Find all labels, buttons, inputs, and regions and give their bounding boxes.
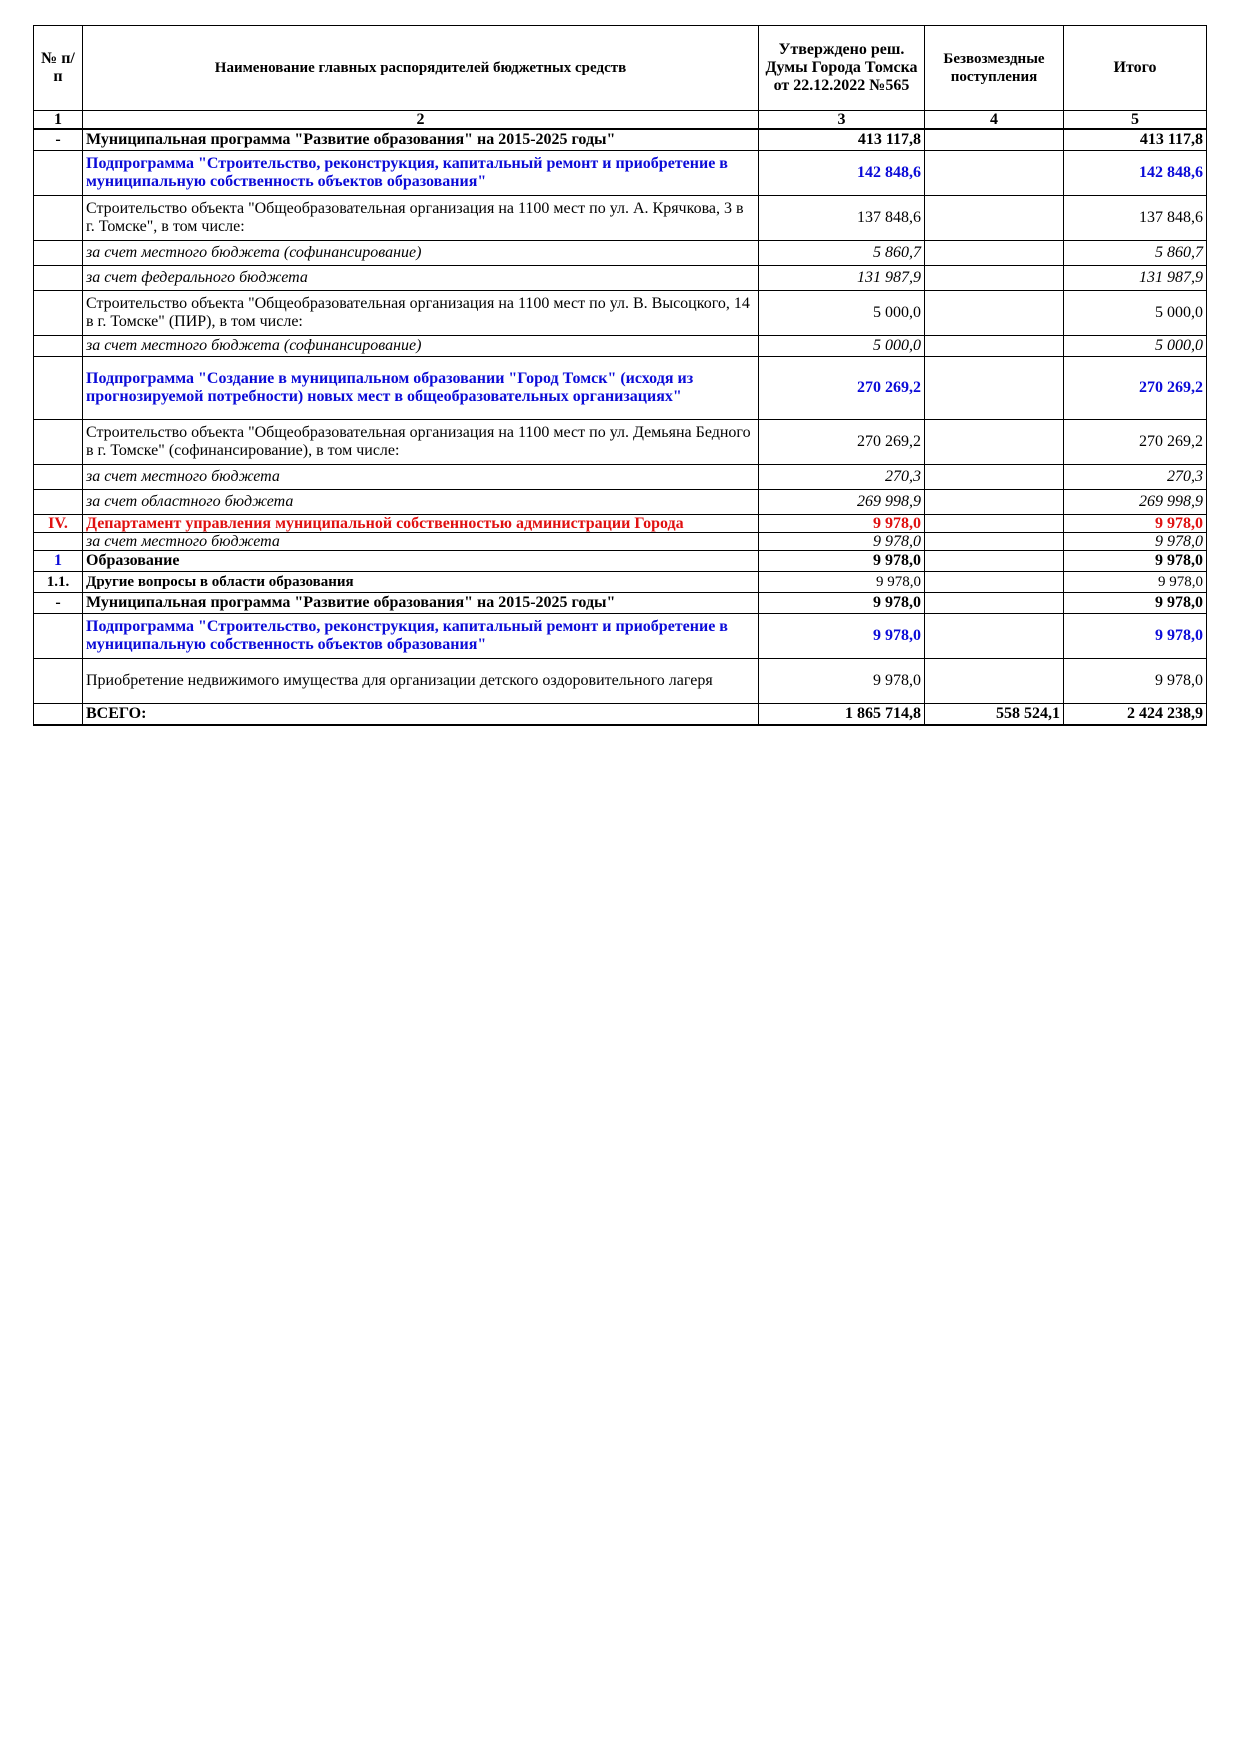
row-free xyxy=(925,151,1064,196)
table-row xyxy=(34,151,1207,196)
row-approved: 9 978,0 xyxy=(759,515,925,533)
row-free xyxy=(925,593,1064,614)
table-row xyxy=(34,357,1207,420)
table-row xyxy=(34,614,1207,659)
row-approved: 270,3 xyxy=(759,465,925,490)
row-num xyxy=(34,490,83,515)
table-row xyxy=(34,465,1207,490)
header-total: Итого xyxy=(1064,26,1207,111)
row-approved: 9 978,0 xyxy=(759,551,925,572)
row-approved: 142 848,6 xyxy=(759,151,925,196)
row-total: 9 978,0 xyxy=(1064,614,1207,659)
row-num: - xyxy=(34,129,83,151)
row-total: 9 978,0 xyxy=(1064,659,1207,704)
row-approved: 1 865 714,8 xyxy=(759,704,925,726)
row-total: 5 000,0 xyxy=(1064,291,1207,336)
row-name: за счет местного бюджета (софинансирование) xyxy=(83,241,759,266)
row-name: за счет местного бюджета xyxy=(83,465,759,490)
row-total: 137 848,6 xyxy=(1064,196,1207,241)
table-header-row xyxy=(34,26,1207,111)
table-row xyxy=(34,551,1207,572)
row-name: за счет областного бюджета xyxy=(83,490,759,515)
col-number: 5 xyxy=(1064,111,1207,130)
row-name: Другие вопросы в области образования xyxy=(83,572,759,593)
row-approved: 131 987,9 xyxy=(759,266,925,291)
row-approved: 5 000,0 xyxy=(759,336,925,357)
row-total: 270 269,2 xyxy=(1064,357,1207,420)
row-num xyxy=(34,659,83,704)
row-free xyxy=(925,614,1064,659)
row-total: 9 978,0 xyxy=(1064,593,1207,614)
row-name: за счет федерального бюджета xyxy=(83,266,759,291)
row-approved: 270 269,2 xyxy=(759,357,925,420)
row-num xyxy=(34,241,83,266)
row-name: Подпрограмма "Строительство, реконструкция, капитальный ремонт и приобретение в муниципальную собственность объектов образования" xyxy=(83,614,759,659)
budget-table xyxy=(33,25,1207,726)
row-free xyxy=(925,357,1064,420)
table-row xyxy=(34,336,1207,357)
row-free xyxy=(925,291,1064,336)
row-total: 413 117,8 xyxy=(1064,129,1207,151)
col-number: 2 xyxy=(83,111,759,130)
row-free xyxy=(925,129,1064,151)
total-row xyxy=(34,704,1207,726)
row-approved: 270 269,2 xyxy=(759,420,925,465)
row-approved: 9 978,0 xyxy=(759,614,925,659)
row-free xyxy=(925,420,1064,465)
row-approved: 5 860,7 xyxy=(759,241,925,266)
row-free xyxy=(925,551,1064,572)
row-num xyxy=(34,420,83,465)
row-total: 9 978,0 xyxy=(1064,551,1207,572)
row-total: 2 424 238,9 xyxy=(1064,704,1207,726)
table-row xyxy=(34,490,1207,515)
table-row xyxy=(34,593,1207,614)
row-num xyxy=(34,291,83,336)
row-num: 1.1. xyxy=(34,572,83,593)
row-name: ВСЕГО: xyxy=(83,704,759,726)
row-free: 558 524,1 xyxy=(925,704,1064,726)
row-num xyxy=(34,465,83,490)
row-num xyxy=(34,196,83,241)
row-num xyxy=(34,533,83,551)
column-number-row xyxy=(34,111,1207,130)
row-name: за счет местного бюджета (софинансирование) xyxy=(83,336,759,357)
col-number: 1 xyxy=(34,111,83,130)
row-name: Муниципальная программа "Развитие образования" на 2015-2025 годы" xyxy=(83,593,759,614)
row-approved: 269 998,9 xyxy=(759,490,925,515)
table-row xyxy=(34,266,1207,291)
row-free xyxy=(925,266,1064,291)
row-num xyxy=(34,336,83,357)
row-total: 269 998,9 xyxy=(1064,490,1207,515)
row-approved: 9 978,0 xyxy=(759,659,925,704)
row-free xyxy=(925,515,1064,533)
row-num: 1 xyxy=(34,551,83,572)
row-num xyxy=(34,266,83,291)
row-total: 270,3 xyxy=(1064,465,1207,490)
row-free xyxy=(925,196,1064,241)
row-name: Подпрограмма "Создание в муниципальном образовании "Город Томск" (исходя из прогнозируемой потребности) новых мест в общеобразовательных организациях" xyxy=(83,357,759,420)
row-name: за счет местного бюджета xyxy=(83,533,759,551)
table-row xyxy=(34,420,1207,465)
table-row xyxy=(34,129,1207,151)
row-num: IV. xyxy=(34,515,83,533)
row-approved: 137 848,6 xyxy=(759,196,925,241)
table-row xyxy=(34,515,1207,533)
table-row xyxy=(34,659,1207,704)
col-number: 4 xyxy=(925,111,1064,130)
row-approved: 9 978,0 xyxy=(759,533,925,551)
row-total: 142 848,6 xyxy=(1064,151,1207,196)
row-free xyxy=(925,659,1064,704)
row-approved: 413 117,8 xyxy=(759,129,925,151)
table-row xyxy=(34,291,1207,336)
row-num xyxy=(34,357,83,420)
header-free: Безвозмездные поступления xyxy=(925,26,1064,111)
row-free xyxy=(925,336,1064,357)
row-name: Строительство объекта "Общеобразовательная организация на 1100 мест по ул. Демьяна Бедного в г. Томске" (софинансирование), в том числе: xyxy=(83,420,759,465)
row-free xyxy=(925,533,1064,551)
table-row xyxy=(34,241,1207,266)
row-name: Департамент управления муниципальной собственностью администрации Города xyxy=(83,515,759,533)
table-row xyxy=(34,572,1207,593)
row-total: 131 987,9 xyxy=(1064,266,1207,291)
row-total: 9 978,0 xyxy=(1064,533,1207,551)
row-total: 5 000,0 xyxy=(1064,336,1207,357)
row-approved: 9 978,0 xyxy=(759,572,925,593)
row-total: 270 269,2 xyxy=(1064,420,1207,465)
row-total: 9 978,0 xyxy=(1064,572,1207,593)
row-name: Строительство объекта "Общеобразовательная организация на 1100 мест по ул. А. Крячкова, 3 в г. Томске", в том числе: xyxy=(83,196,759,241)
row-name: Подпрограмма "Строительство, реконструкция, капитальный ремонт и приобретение в муниципальную собственность объектов образования" xyxy=(83,151,759,196)
row-name: Муниципальная программа "Развитие образования" на 2015-2025 годы" xyxy=(83,129,759,151)
header-name: Наименование главных распорядителей бюджетных средств xyxy=(83,26,759,111)
row-approved: 9 978,0 xyxy=(759,593,925,614)
row-num xyxy=(34,151,83,196)
row-total: 9 978,0 xyxy=(1064,515,1207,533)
row-num xyxy=(34,614,83,659)
table-row xyxy=(34,533,1207,551)
row-name: Приобретение недвижимого имущества для организации детского оздоровительного лагеря xyxy=(83,659,759,704)
row-total: 5 860,7 xyxy=(1064,241,1207,266)
row-num xyxy=(34,704,83,726)
row-free xyxy=(925,241,1064,266)
table-row xyxy=(34,196,1207,241)
row-free xyxy=(925,465,1064,490)
row-free xyxy=(925,572,1064,593)
row-name: Строительство объекта "Общеобразовательная организация на 1100 мест по ул. В. Высоцкого, 14 в г. Томске" (ПИР), в том числе: xyxy=(83,291,759,336)
col-number: 3 xyxy=(759,111,925,130)
row-num: - xyxy=(34,593,83,614)
row-free xyxy=(925,490,1064,515)
row-approved: 5 000,0 xyxy=(759,291,925,336)
row-name: Образование xyxy=(83,551,759,572)
header-num: № п/п xyxy=(34,26,83,111)
header-approved: Утверждено реш. Думы Города Томска от 22.12.2022 №565 xyxy=(759,26,925,111)
